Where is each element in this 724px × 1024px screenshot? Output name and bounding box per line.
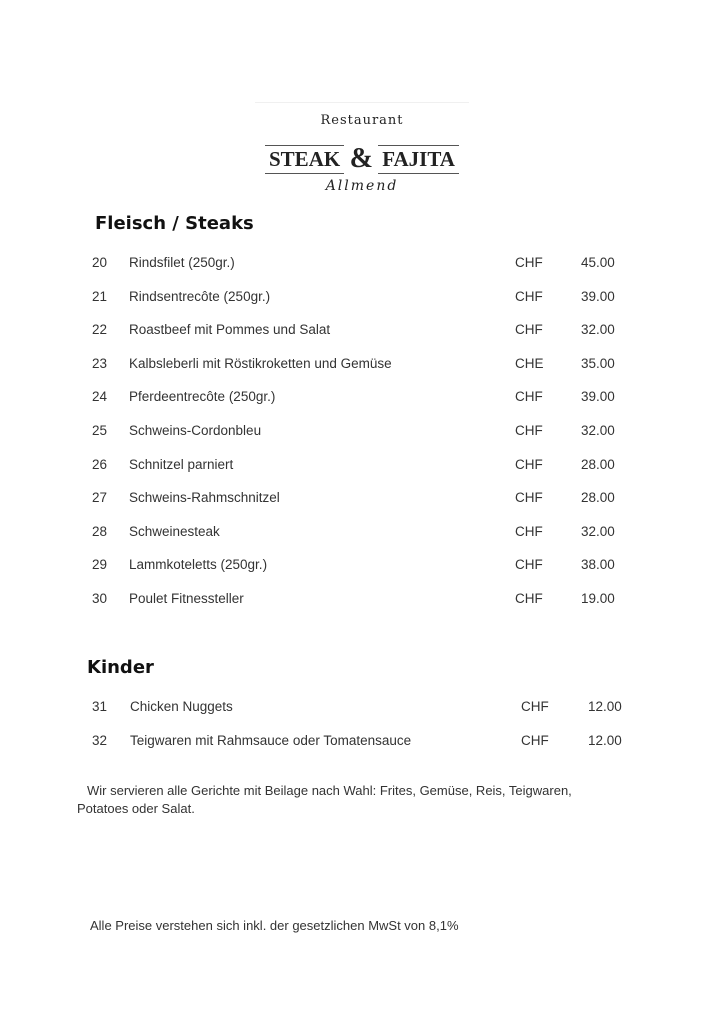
menu-item-price: 32.00	[581, 523, 615, 539]
menu-item-no: 29	[92, 557, 108, 573]
logo-ampersand: &	[349, 143, 373, 174]
menu-item-cur: CHE	[515, 355, 544, 371]
menu-item-no: 25	[92, 423, 108, 438]
menu-item-price: 12.00	[588, 733, 622, 748]
menu-item-no: 21	[92, 288, 108, 304]
section-heading: Kinder	[87, 657, 154, 678]
menu-item-no: 23	[92, 355, 108, 371]
menu-item-no: 26	[92, 456, 108, 472]
menu-item-name: Roastbeef mit Pommes und Salat	[129, 322, 331, 338]
menu-item-price: 39.00	[581, 288, 615, 304]
menu-item-name: Kalbsleberli mit Röstikroketten und Gemüse	[129, 355, 392, 371]
menu-item-name: Schweinesteak	[129, 523, 220, 539]
logo-steak: STEAK	[265, 145, 344, 174]
menu-item-price: 28.00	[581, 456, 615, 472]
menu-item-price: 28.00	[581, 490, 615, 506]
menu-item-cur: CHF	[515, 456, 543, 472]
menu-item-price: 35.00	[581, 355, 615, 371]
menu-item-cur: CHF	[515, 557, 543, 573]
menu-item-price: 19.00	[581, 591, 615, 606]
menu-item-cur: CHF	[515, 288, 543, 304]
menu-item-no: 31	[92, 699, 108, 714]
menu-item-name: Schweins-Rahmschnitzel	[129, 490, 280, 506]
menu-item-cur: CHF	[515, 423, 543, 438]
menu-item-cur: CHF	[521, 699, 549, 714]
menu-item-cur: CHF	[515, 389, 543, 405]
menu-item-name: Rindsfilet (250gr.)	[129, 255, 235, 270]
logo-restaurant: Restaurant	[320, 113, 404, 128]
menu-item-cur: CHF	[521, 733, 549, 748]
menu-item-no: 28	[92, 523, 108, 539]
menu-item-cur: CHF	[515, 523, 543, 539]
side-dish-note-cont: Potatoes oder Salat.	[77, 801, 195, 816]
menu-item-name: Schweins-Cordonbleu	[129, 423, 262, 438]
menu-item-cur: CHF	[515, 591, 543, 606]
menu-item-name: Pferdeentrecôte (250gr.)	[129, 389, 276, 405]
menu-item-name: Chicken Nuggets	[130, 699, 233, 714]
vat-note: Alle Preise verstehen sich inkl. der gesetzlichen MwSt von 8,1%	[90, 918, 459, 933]
menu-item-price: 32.00	[581, 322, 615, 338]
menu-item-price: 32.00	[581, 423, 615, 438]
menu-item-price: 12.00	[588, 699, 622, 714]
menu-item-cur: CHF	[515, 255, 543, 270]
menu-item-no: 30	[92, 591, 108, 606]
menu-item-no: 20	[92, 255, 108, 270]
menu-item-name: Schnitzel parniert	[129, 456, 234, 472]
menu-item-no: 24	[92, 389, 108, 405]
menu-item-price: 38.00	[581, 557, 615, 573]
restaurant-logo	[255, 102, 469, 203]
menu-item-name: Teigwaren mit Rahmsauce oder Tomatensauce	[130, 733, 412, 748]
logo-fajita: FAJITA	[378, 145, 459, 174]
logo-allmend: Allmend	[325, 178, 399, 194]
menu-item-no: 27	[92, 490, 108, 506]
section-heading: Fleisch / Steaks	[95, 213, 254, 234]
menu-item-no: 32	[92, 733, 108, 748]
menu-item-price: 39.00	[581, 389, 615, 405]
menu-item-cur: CHF	[515, 322, 543, 338]
side-dish-note: Wir servieren alle Gerichte mit Beilage nach Wahl: Frites, Gemüse, Reis, Teigwaren,	[87, 783, 572, 798]
menu-item-name: Rindsentrecôte (250gr.)	[129, 288, 271, 304]
menu-item-cur: CHF	[515, 490, 543, 506]
menu-item-price: 45.00	[581, 255, 615, 270]
menu-item-name: Lammkoteletts (250gr.)	[129, 557, 268, 573]
menu-item-name: Poulet Fitnessteller	[129, 591, 244, 606]
menu-item-no: 22	[92, 322, 108, 338]
